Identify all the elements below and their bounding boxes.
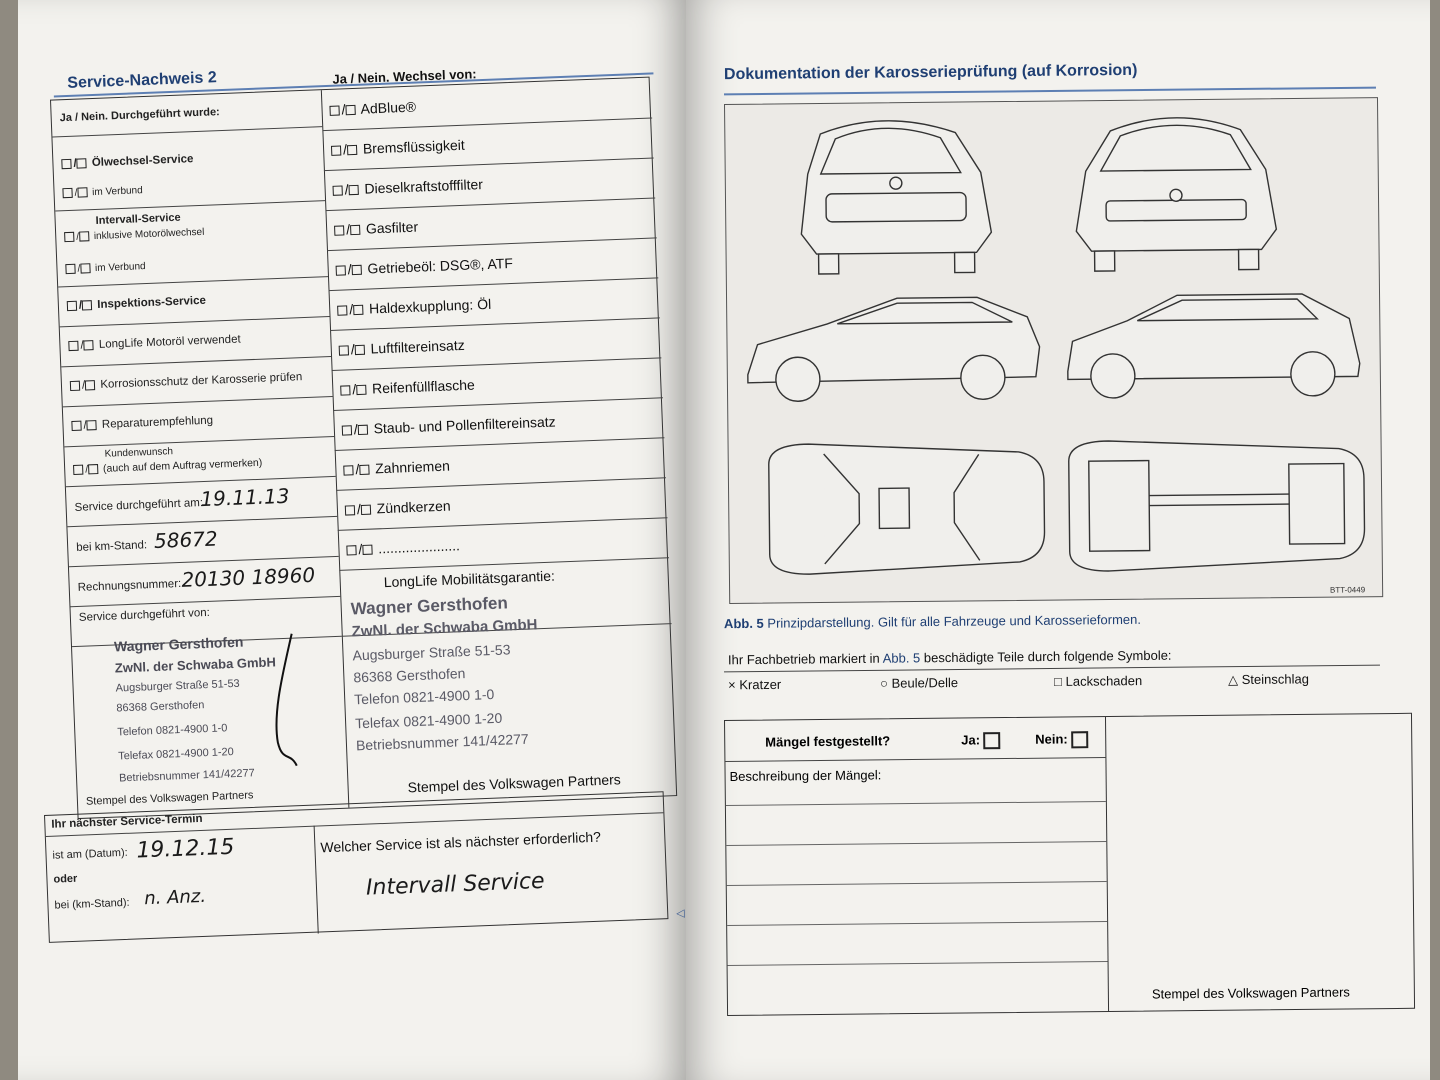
car-side-view-sedan <box>747 297 1040 402</box>
row-line <box>67 516 337 528</box>
row-line <box>725 757 1105 762</box>
yes-checkbox[interactable] <box>984 732 1001 749</box>
stamp-right-line: Wagner Gersthofen <box>350 593 509 619</box>
figure-code: BTT-0449 <box>1329 585 1366 595</box>
row-line <box>332 357 662 371</box>
invoice-value[interactable]: 20130 18960 <box>181 562 316 592</box>
checkbox[interactable] <box>345 105 355 115</box>
left-page <box>18 0 686 1080</box>
car-views-drawing <box>725 98 1382 603</box>
service-date-label: Service durchgeführt am: <box>74 497 204 514</box>
next-km-value[interactable]: n. Anz. <box>143 885 207 910</box>
service-grid <box>50 66 677 820</box>
row-pollen-filter: / Staub- und Pollenfiltereinsatz <box>342 413 556 437</box>
next-or: oder <box>53 872 78 886</box>
next-service-box <box>44 791 685 950</box>
checkbox[interactable] <box>346 545 356 555</box>
row-timing-belt: / Zahnriemen <box>343 458 450 478</box>
row-inspection: / Inspektions-Service <box>67 295 206 312</box>
checkbox[interactable] <box>362 545 372 555</box>
next-question: Welcher Service ist als nächster erforderlich? <box>320 828 602 856</box>
row-line <box>324 157 654 171</box>
defects-frame <box>724 713 1415 1016</box>
row-line <box>322 118 652 132</box>
checkbox[interactable] <box>336 266 346 276</box>
checkbox[interactable] <box>88 464 98 474</box>
row-line <box>727 921 1107 926</box>
row-line <box>333 397 663 411</box>
next-divider <box>314 826 320 934</box>
checkbox[interactable] <box>79 232 89 242</box>
no-checkbox[interactable] <box>1071 731 1088 748</box>
row-line <box>64 436 334 448</box>
col-left-header: Ja / Nein. Durchgeführt wurde: <box>59 106 220 125</box>
checkbox[interactable] <box>83 340 93 350</box>
doc-title-rule <box>724 87 1376 96</box>
square-icon: □ <box>1054 673 1063 689</box>
checkbox[interactable] <box>348 185 358 195</box>
checkbox[interactable] <box>342 426 352 436</box>
checkbox[interactable] <box>333 186 343 196</box>
symbol-legend <box>728 671 1378 693</box>
checkbox[interactable] <box>70 381 80 391</box>
row-customer: / (auch auf dem Auftrag vermerken) <box>73 457 262 476</box>
checkbox[interactable] <box>71 421 81 431</box>
checkbox[interactable] <box>329 106 339 116</box>
performed-by-label: Service durchgeführt von: <box>78 606 211 624</box>
page-marker-icon: ◁ <box>676 907 685 920</box>
row-air-filter: / Luftfiltereinsatz <box>338 337 464 358</box>
checkbox[interactable] <box>331 146 341 156</box>
row-oil-change: / Ölwechsel-Service <box>61 153 193 170</box>
row-line <box>60 316 330 328</box>
checkbox[interactable] <box>355 345 365 355</box>
row-line <box>70 596 340 608</box>
stamp-left-line: Telefon 0821-4900 1-0 <box>117 722 228 739</box>
legend-scratch: × Kratzer <box>728 676 782 693</box>
checkbox[interactable] <box>65 264 75 274</box>
stamp-right-line: Betriebsnummer 141/42277 <box>355 730 529 754</box>
next-service-frame <box>44 791 668 943</box>
checkbox[interactable] <box>345 506 355 516</box>
checkbox[interactable] <box>61 159 71 169</box>
row-oil-network: / im Verbund <box>62 185 143 199</box>
service-record-form <box>40 66 683 814</box>
stamp-right-caption: Stempel des Volkswagen Partners <box>407 771 622 796</box>
km-value[interactable]: 58672 <box>153 526 219 553</box>
instruction-ref: Abb. 5 <box>882 650 921 666</box>
stamp-left-line: ZwNl. der Schwaba GmbH <box>114 654 277 676</box>
checkbox[interactable] <box>343 466 353 476</box>
row-interval: / inklusive Motorölwechsel <box>64 227 204 243</box>
checkbox[interactable] <box>77 188 87 198</box>
row-line <box>329 277 659 291</box>
right-page <box>686 0 1430 1080</box>
checkbox[interactable] <box>351 265 361 275</box>
next-title: Ihr nächster Service-Termin <box>51 812 203 831</box>
yes-option: Ja: <box>961 732 1001 749</box>
row-spark-plugs: / Zündkerzen <box>345 498 451 518</box>
figure-caption <box>724 612 1141 631</box>
row-brake-fluid: / Bremsflüssigkeit <box>331 137 465 158</box>
invoice-label: Rechnungsnummer: <box>77 577 182 594</box>
stamp-right-line: Augsburger Straße 51-53 <box>352 641 511 664</box>
row-line <box>66 476 336 488</box>
checkbox[interactable] <box>356 385 366 395</box>
stamp-left-line: Telefax 0821-4900 1-20 <box>118 746 234 763</box>
row-line <box>726 841 1106 846</box>
checkbox[interactable] <box>67 301 77 311</box>
row-haldex: / Haldexkupplung: Öl <box>337 296 491 318</box>
stamp-left-line: Wagner Gersthofen <box>113 633 244 655</box>
checkbox[interactable] <box>337 306 347 316</box>
row-gas-filter: / Gasfilter <box>334 219 418 238</box>
checkbox[interactable] <box>76 158 86 168</box>
checkbox[interactable] <box>62 188 72 198</box>
car-top-view <box>769 442 1045 575</box>
car-underbody-view <box>1069 438 1365 571</box>
legend-stone-chip: △ Steinschlag <box>1227 671 1309 688</box>
car-side-view-hatch <box>1067 293 1360 398</box>
checkbox[interactable] <box>339 346 349 356</box>
col-right-header: Ja / Nein. Wechsel von: <box>332 66 477 87</box>
circle-icon: ○ <box>880 675 889 691</box>
car-front-view <box>1075 117 1277 272</box>
row-diesel-filter: / Dieselkraftstofffilter <box>332 176 483 198</box>
car-rear-view <box>800 120 992 274</box>
row-line <box>335 437 665 451</box>
stamp-caption: Stempel des Volkswagen Partners <box>1151 984 1350 1002</box>
row-repair: / Reparaturempfehlung <box>71 415 213 432</box>
doc-title: Dokumentation der Karosserieprüfung (auf Korrosion) <box>723 61 1138 84</box>
stamp-right-line: Telefon 0821-4900 1-0 <box>353 686 495 708</box>
row-gear-oil: / Getriebeöl: DSG®, ATF <box>335 255 513 278</box>
checkbox[interactable] <box>82 300 92 310</box>
cross-icon: × <box>728 677 736 693</box>
row-line <box>63 396 333 408</box>
row-other: / ..................... <box>346 537 460 557</box>
checkbox[interactable] <box>64 232 74 242</box>
checkbox[interactable] <box>73 465 83 475</box>
checkbox[interactable] <box>85 380 95 390</box>
next-date-label: ist am (Datum): <box>52 846 128 862</box>
row-line <box>58 276 328 288</box>
row-line <box>336 477 666 491</box>
row-line <box>727 881 1107 886</box>
checkbox[interactable] <box>361 505 371 515</box>
row-line <box>52 126 322 138</box>
checkbox[interactable] <box>87 420 97 430</box>
legend-paint-damage: □ Lackschaden <box>1054 673 1143 689</box>
row-line <box>55 200 325 212</box>
checkbox[interactable] <box>340 386 350 396</box>
longlife-label: LongLife Mobilitätsgarantie: <box>383 567 556 591</box>
row-tyre-filler: / Reifenfüllflasche <box>340 377 475 398</box>
signature <box>262 631 307 772</box>
row-adblue: / AdBlue® <box>329 99 416 118</box>
row-corrosion: / Korrosionsschutz der Karosserie prüfen <box>70 371 303 392</box>
instruction-suffix: beschädigte Teile durch folgende Symbole: <box>923 647 1172 666</box>
stamp-left-line: 86368 Gersthofen <box>116 699 205 715</box>
row-line <box>726 801 1106 806</box>
row-line <box>338 517 668 531</box>
row-longlife: / LongLife Motoröl verwendet <box>68 333 241 352</box>
description-label: Beschreibung der Mängel: <box>729 767 882 784</box>
checkbox[interactable] <box>347 145 357 155</box>
stamp-left-line: Augsburger Straße 51-53 <box>115 677 240 695</box>
stamp-left-line: Betriebsnummer 141/42277 <box>118 767 255 785</box>
instruction-prefix: Ihr Fachbetrieb markiert in <box>727 650 880 668</box>
defects-divider <box>1105 717 1109 1011</box>
row-line <box>325 197 655 211</box>
row-line <box>728 961 1108 966</box>
instruction <box>728 648 1172 668</box>
row-line <box>330 317 660 331</box>
defects-question: Mängel festgestellt? <box>765 733 891 750</box>
checkbox[interactable] <box>350 225 360 235</box>
legend-dent: ○ Beule/Delle <box>880 674 959 691</box>
caption-label: Abb. 5 <box>723 615 764 632</box>
stamp-left-caption: Stempel des Volkswagen Partners <box>85 789 254 808</box>
row-line <box>61 356 331 368</box>
km-label: bei km-Stand: <box>75 539 148 554</box>
next-answer[interactable]: Intervall Service <box>365 868 546 901</box>
checkbox[interactable] <box>68 341 78 351</box>
checkbox[interactable] <box>80 264 90 274</box>
stamp-right-line: ZwNl. der Schwaba GmbH <box>351 616 538 641</box>
checkbox[interactable] <box>359 465 369 475</box>
service-date-value[interactable]: 19.11.13 <box>199 483 290 512</box>
row-interval-network: / im Verbund <box>65 261 146 275</box>
next-km-label: bei (km-Stand): <box>54 896 130 912</box>
checkbox[interactable] <box>353 305 363 315</box>
no-option: Nein: <box>1035 731 1088 749</box>
row-line <box>327 237 657 251</box>
checkbox[interactable] <box>358 425 368 435</box>
checkbox[interactable] <box>334 226 344 236</box>
caption-text: Prinzipdarstellung. Gilt für alle Fahrzeuge und Karosserieformen. <box>767 611 1142 631</box>
row-interval-title: Intervall-Service <box>95 211 181 227</box>
stamp-right-line: Telefax 0821-4900 1-20 <box>354 709 503 732</box>
car-body-diagram <box>724 97 1383 604</box>
triangle-icon: △ <box>1227 672 1239 688</box>
form-title: Service-Nachweis 2 <box>67 69 218 92</box>
next-date-value[interactable]: 19.12.15 <box>135 834 235 864</box>
stamp-right-line: 86368 Gersthofen <box>353 665 466 686</box>
row-customer-title: Kundenwunsch <box>104 446 174 460</box>
defects-box <box>724 713 1417 1020</box>
